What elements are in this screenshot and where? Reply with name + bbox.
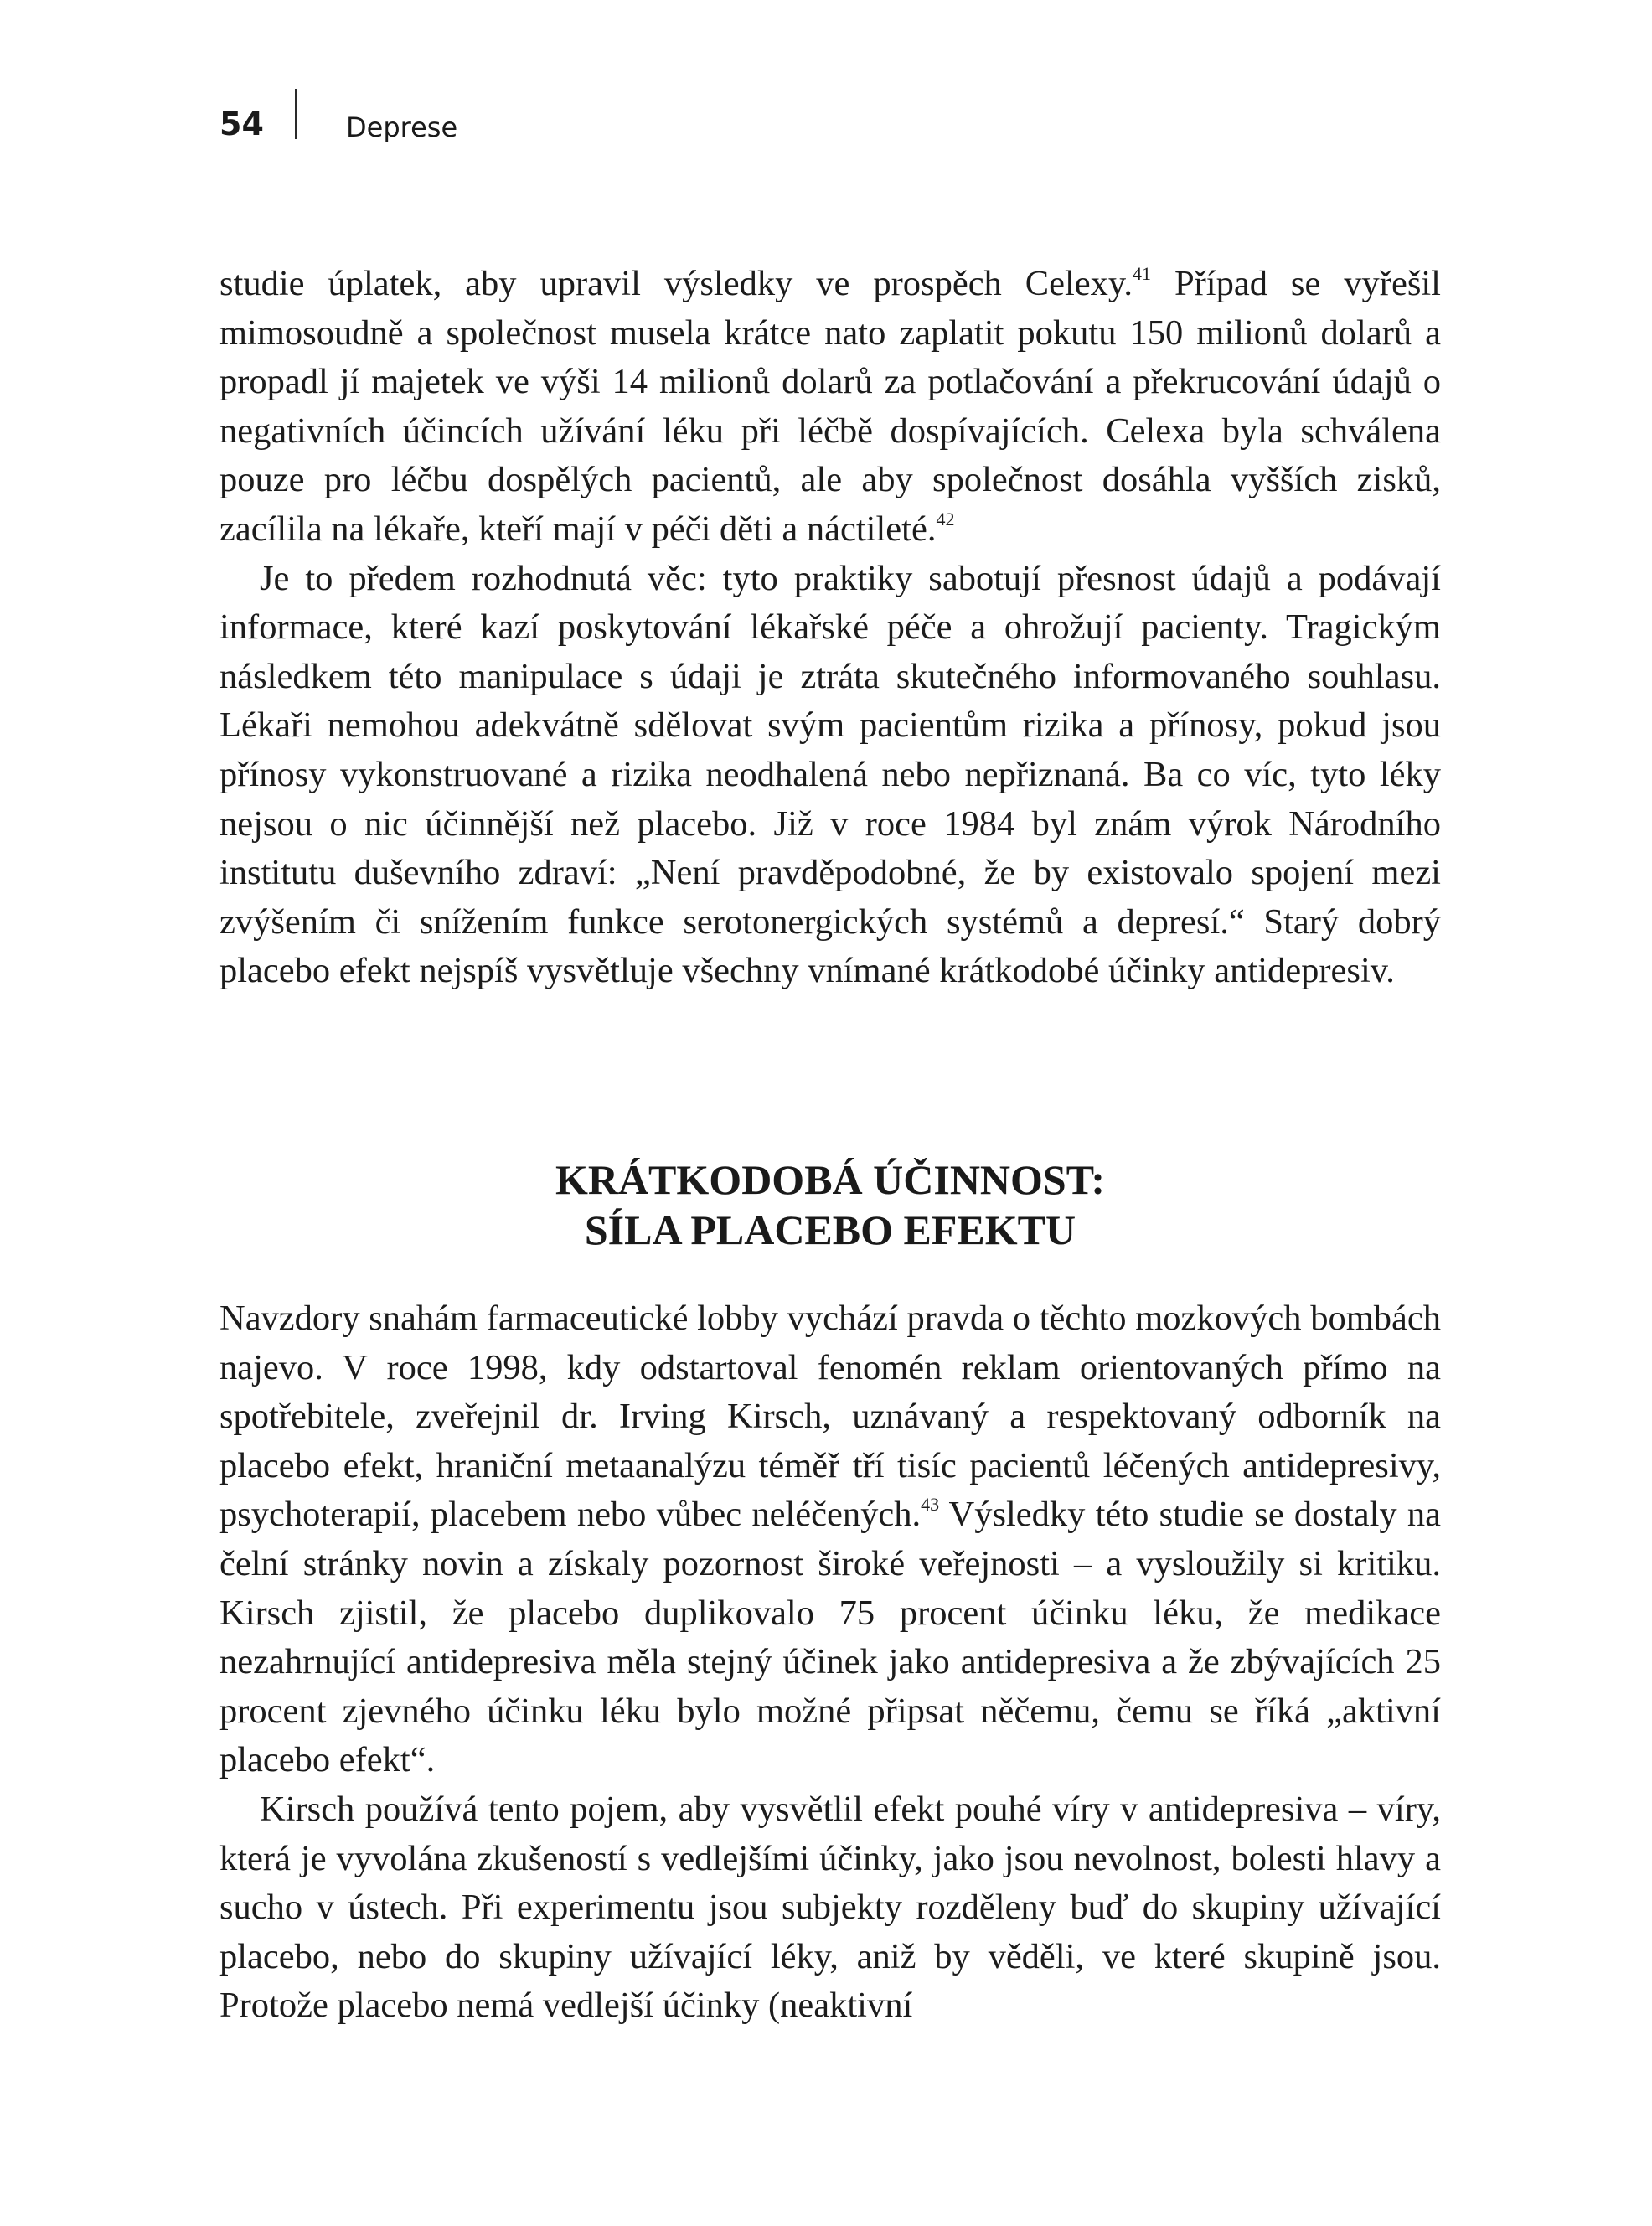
heading-line-2: SÍLA PLACEBO EFEKTU: [584, 1206, 1076, 1253]
heading-line-1: KRÁTKODOBÁ ÚČINNOST:: [555, 1156, 1106, 1203]
paragraph: [219, 1785, 1441, 2031]
paragraph-text: Výsledky této studie se dostaly na čelní stránky novin a získaly pozornost široké veřejnosti – a vysloužily si kritiku. Kirsch zjistil, že placebo duplikovalo 75 procent účinku léku, že medikace nezahrnující antidepresiva měla stejný účinek jako antidepresiva a že zbývajících 25 procent zjevného účinku léku bylo možné připsat něčemu, čemu se říká „aktivní placebo efekt“.: [219, 1495, 1441, 1780]
body-section-1: [219, 260, 1441, 996]
section-heading: [219, 1154, 1441, 1255]
chapter-title: Deprese: [346, 111, 458, 143]
footnote-marker: 42: [936, 508, 955, 529]
paragraph-text: studie úplatek, aby upravil výsledky ve prospěch Celexy.: [219, 264, 1133, 303]
paragraph-text: Navzdory snahám farmaceutické lobby vychází pravda o těchto mozkových bombách najevo. V roce 1998, kdy odstartoval fenomén reklam orientovaných přímo na spotřebitele, zveřejnil dr. Irving Kirsch, uznávaný a respektovaný odborník na placebo efekt, hraniční metaanalýzu téměř tří tisíc pacientů léčených antidepresivy, psychoterapií, placebem nebo vůbec neléčených.: [219, 1299, 1441, 1535]
footnote-marker: 41: [1133, 263, 1152, 284]
header-divider: [295, 89, 297, 139]
paragraph: [219, 260, 1441, 555]
page-number: 54: [219, 106, 264, 142]
running-head: [219, 89, 890, 147]
body-section-2: [219, 1294, 1441, 2031]
paragraph: [219, 555, 1441, 996]
paragraph-text: Kirsch používá tento pojem, aby vysvětlil efekt pouhé víry v antidepresiva – víry, která je vyvolána zkušeností s vedlejšími účinky, jako jsou nevolnost, bolesti hlavy a sucho v ústech. Při experimentu jsou subjekty rozděleny buď do skupiny užívající placebo, nebo do skupiny užívající léky, aniž by věděli, ve které skupině jsou. Protože placebo nemá vedlejší účinky (neaktivní: [219, 1789, 1441, 2026]
paragraph-text: Je to předem rozhodnutá věc: tyto praktiky sabotují přesnost údajů a podávají informace, které kazí poskytování lékařské péče a ohrožují pacienty. Tragickým následkem této manipulace s údaji je ztráta skutečného informovaného souhlasu. Lékaři nemohou adekvátně sdělovat svým pacientům rizika a přínosy, pokud jsou přínosy vykonstruované a rizika neodhalená nebo nepřiznaná. Ba co víc, tyto léky nejsou o nic účinnější než placebo. Již v roce 1984 byl znám výrok Národního institutu duševního zdraví: „Není pravděpodobné, že by existovalo spojení mezi zvýšením či snížením funkce serotonergických systémů a depresí.“ Starý dobrý placebo efekt nejspíš vysvětluje všechny vnímané krátkodobé účinky antidepresiv.: [219, 558, 1441, 991]
paragraph-text: Případ se vyřešil mimosoudně a společnost musela krátce nato zaplatit pokutu 150 milionů dolarů a propadl jí majetek ve výši 14 milionů dolarů za potlačování a překrucování údajů o negativních účincích užívání léku při léčbě dospívajících. Celexa byla schválena pouze pro léčbu dospělých pacientů, ale aby společnost dosáhla vyšších zisků, zacílila na lékaře, kteří mají v péči děti a náctileté.: [219, 264, 1441, 549]
paragraph: [219, 1294, 1441, 1785]
footnote-marker: 43: [921, 1494, 940, 1516]
